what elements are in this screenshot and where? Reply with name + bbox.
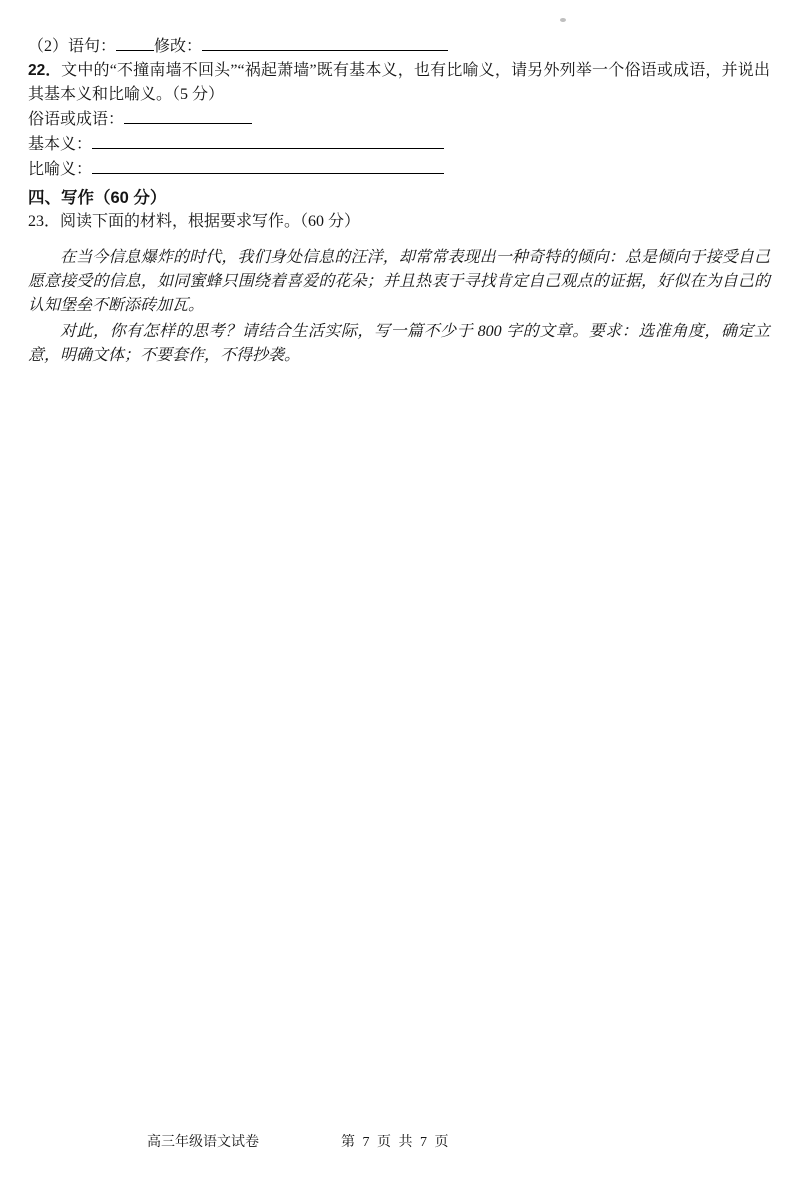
question21-part2-label: （2）语句： (28, 38, 117, 55)
essay-material-paragraph: 在当今信息爆炸的时代，我们身处信息的汪洋，却常常表现出一种奇特的倾向：总是倾向于接受自己愿意接受的信息，如同蜜蜂只围绕着喜爱的花朵；并且热衷于寻找肯定自己观点的证据，好似在为自己的认知堡垒不断添砖加瓦。 (28, 249, 770, 314)
answer-label-basic-meaning: 基本义： (28, 136, 93, 153)
question21-part2-row (28, 34, 770, 59)
answer-row-figurative-meaning (28, 157, 770, 182)
answer-row-basic-meaning (28, 132, 770, 157)
answer-row-idiom (28, 107, 770, 132)
question23-number: 23． (28, 213, 61, 230)
footer-document-title: 高三年级语文试卷 (147, 1135, 259, 1150)
question22-number: 22． (28, 62, 62, 79)
answer-blank-sentence (116, 34, 154, 51)
footer-page-number: 第 7 页 共 7 页 (341, 1135, 451, 1150)
question21-revise-label: 修改： (154, 38, 203, 55)
page-content (28, 34, 770, 368)
answer-label-figurative-meaning: 比喻义： (28, 161, 93, 178)
answer-blank-figurative-meaning (92, 157, 444, 174)
answer-blank-revision (202, 34, 448, 51)
answer-label-idiom: 俗语或成语： (28, 111, 125, 128)
question23-stem (28, 210, 770, 234)
section-writing-title: 四、写作（60 分） (28, 189, 167, 207)
question23-stem-text: 阅读下面的材料，根据要求写作。（60 分） (60, 213, 361, 230)
page-footer (0, 1133, 800, 1153)
essay-requirement-paragraph: 对此，你有怎样的思考？请结合生活实际，写一篇不少于 800 字的文章。要求：选准角度，确定立意，明确文体；不要套作，不得抄袭。 (28, 323, 770, 364)
question22-stem (28, 59, 770, 107)
question22-stem-text: 文中的“不撞南墙不回头”“祸起萧墙”既有基本义，也有比喻义，请另外列举一个俗语或成语，并说出其基本义和比喻义。（5 分） (28, 62, 770, 103)
answer-blank-idiom (124, 107, 252, 124)
answer-blank-basic-meaning (92, 132, 444, 149)
scan-smudge-mark (560, 18, 566, 22)
